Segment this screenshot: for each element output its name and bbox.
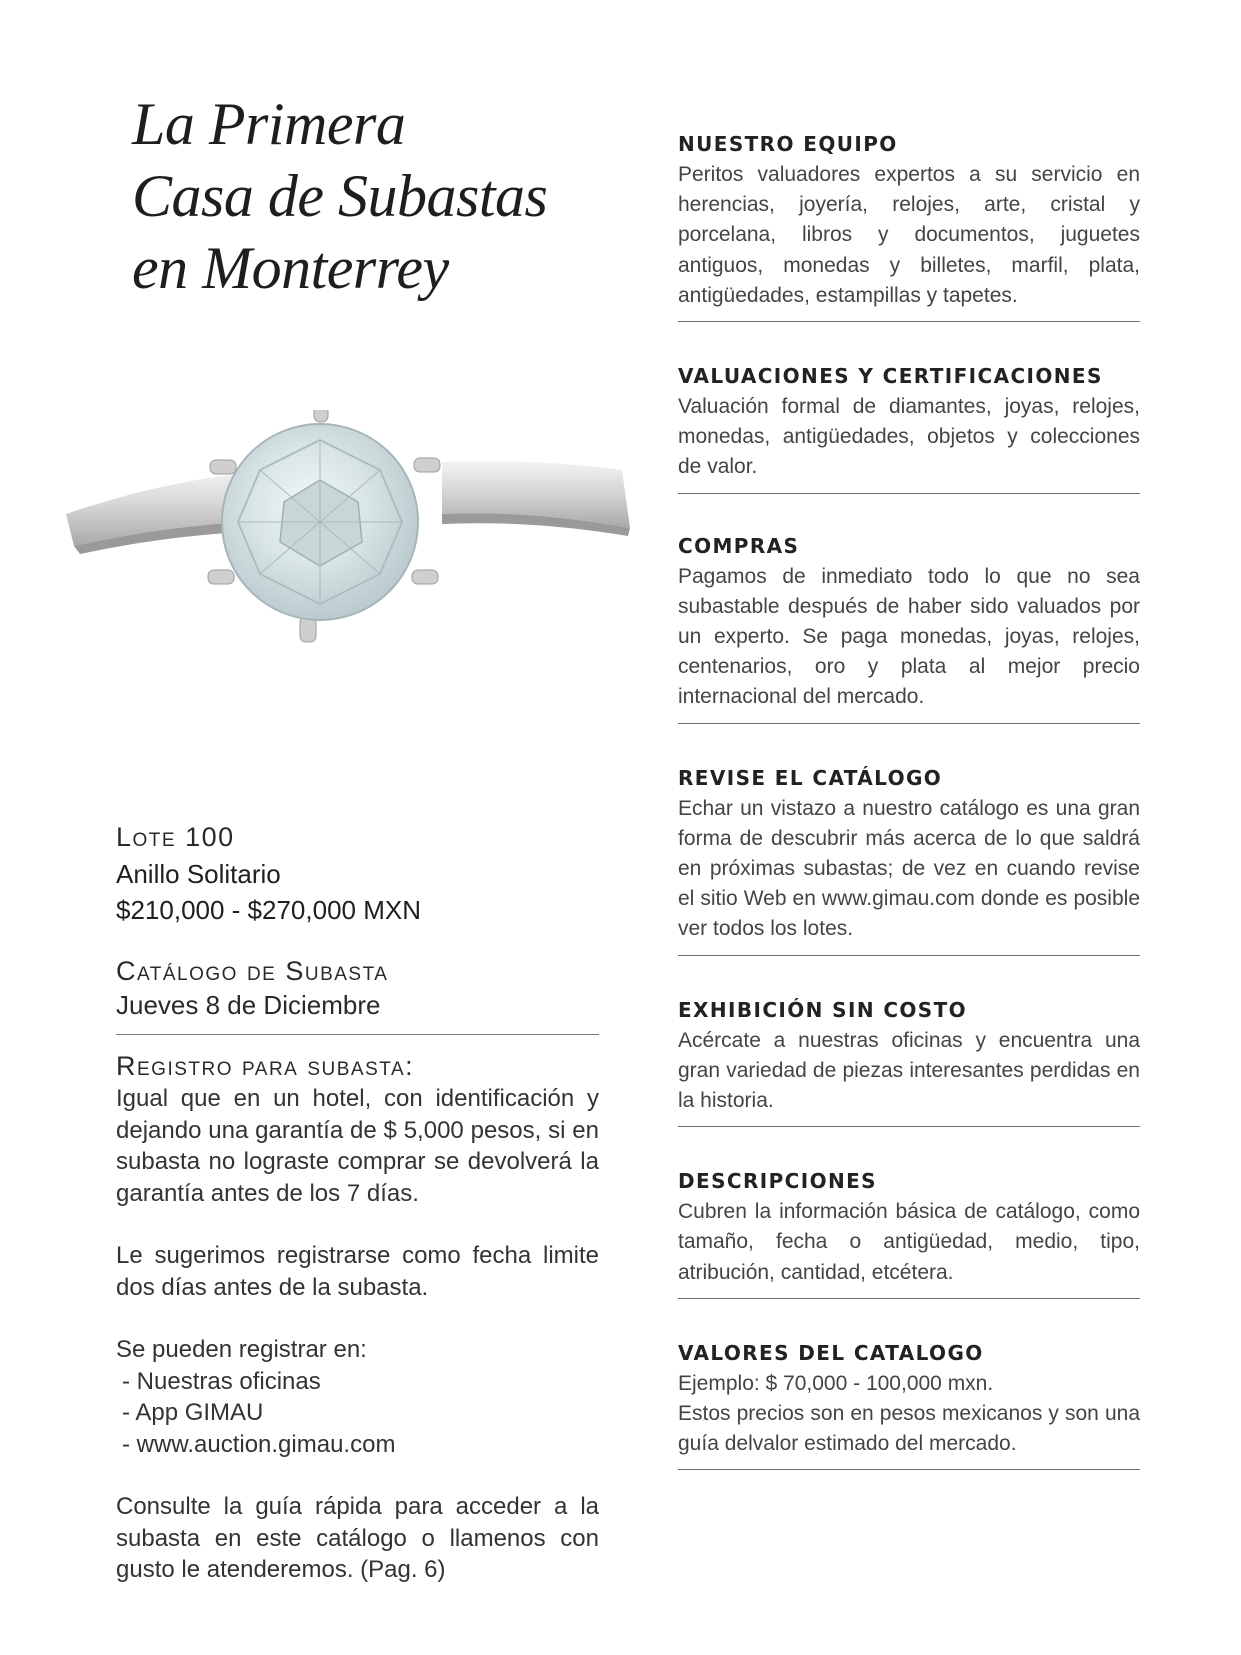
registration-heading: Registro para subasta: [116,1051,415,1081]
section-divider [678,1298,1140,1299]
section-body: Cubren la información básica de catálogo, como tamaño, fecha o antigüedad, medio, tipo, atribución, cantidad, etcétera. [678,1200,1140,1284]
section-heading: REVISE EL CATÁLOGO [678,765,943,790]
registration-option: - Nuestras oficinas [122,1367,321,1395]
section-heading: VALUACIONES Y CERTIFICACIONES [678,364,1103,389]
lot-info [116,820,599,928]
section-exhibicion [678,994,1140,1128]
solitaire-ring-illustration [62,410,632,710]
registration-paragraph-4: Consulte la guía rápida para acceder a la subasta en este catálogo o llamenos con gusto le atenderemos. (Pag. 6) [116,1493,599,1583]
section-divider [678,1469,1140,1470]
lot-number: Lote 100 [116,822,235,852]
section-heading: COMPRAS [678,533,800,558]
section-heading: NUESTRO EQUIPO [678,132,898,156]
section-divider [678,493,1140,494]
lot-name: Anillo Solitario [116,859,281,889]
section-heading: VALORES DEL CATALOGO [678,1340,984,1365]
registration-option: - www.auction.gimau.com [122,1430,396,1458]
registration-section [116,1049,599,1586]
section-revise-catalogo [678,762,1140,956]
section-body: Pagamos de inmediato todo lo que no sea subastable después de haber sido valuados por un experto. Se paga monedas, joyas, relojes, centenarios, oro y plata al mejor precio internacional del mercado. [678,564,1140,709]
registration-paragraph-2: Le sugerimos registrarse como fecha limite dos días antes de la subasta. [116,1242,599,1301]
section-valores [678,1337,1140,1471]
section-heading: EXHIBICIÓN SIN COSTO [678,997,968,1022]
section-nuestro-equipo [678,128,1140,322]
section-body: Echar un vistazo a nuestro catálogo es una gran forma de descubrir más acerca de lo que saldrá en próximas subastas; de vez en cuando revise el sitio Web en www.gimau.com donde es posible ver todos los lotes. [678,796,1140,941]
title-line-1: La Primera [132,91,406,157]
registration-paragraph-1: Igual que en un hotel, con identificación y dejando una garantía de $ 5,000 pesos, si en subasta no lograste comprar se devolverá la garantía antes de los 7 días. [116,1085,599,1207]
catalog-info [116,954,599,1022]
section-valuaciones [678,360,1140,494]
section-heading: DESCRIPCIONES [678,1169,877,1194]
section-divider [678,723,1140,724]
section-descripciones [678,1165,1140,1299]
lot-estimate: $210,000 - $270,000 MXN [116,895,421,925]
section-compras [678,530,1140,724]
page-title [132,88,547,304]
section-body: Valuación formal de diamantes, joyas, relojes, monedas, antigüedades, objetos y colecciones de valor. [678,395,1140,479]
section-body: Estos precios son en pesos mexicanos y son una guía delvalor estimado del mercado. [678,1402,1140,1456]
title-line-2: Casa de Subastas [132,163,548,229]
section-divider [678,1126,1140,1127]
left-divider [116,1034,599,1035]
section-divider [678,955,1140,956]
ring-image [62,410,632,710]
title-line-3: en Monterrey [132,235,449,301]
section-body: Peritos valuadores expertos a su servicio en herencias, joyería, relojes, arte, cristal y porcelana, libros y documentos, juguetes antiguos, monedas y billetes, marfil, plata, antigüedades, estampillas y tapetes. [678,163,1140,307]
section-body: Acércate a nuestras oficinas y encuentra una gran variedad de piezas interesantes perdidas en la historia. [678,1028,1140,1113]
registration-option: - App GIMAU [122,1399,264,1426]
catalog-date: Jueves 8 de Diciembre [116,990,381,1020]
registration-places-intro: Se pueden registrar en: [116,1336,367,1363]
section-divider [678,321,1140,322]
section-body-example: Ejemplo: $ 70,000 - 100,000 mxn. [678,1371,994,1395]
services-column [678,128,1140,1470]
catalog-heading: Catálogo de Subasta [116,956,389,986]
